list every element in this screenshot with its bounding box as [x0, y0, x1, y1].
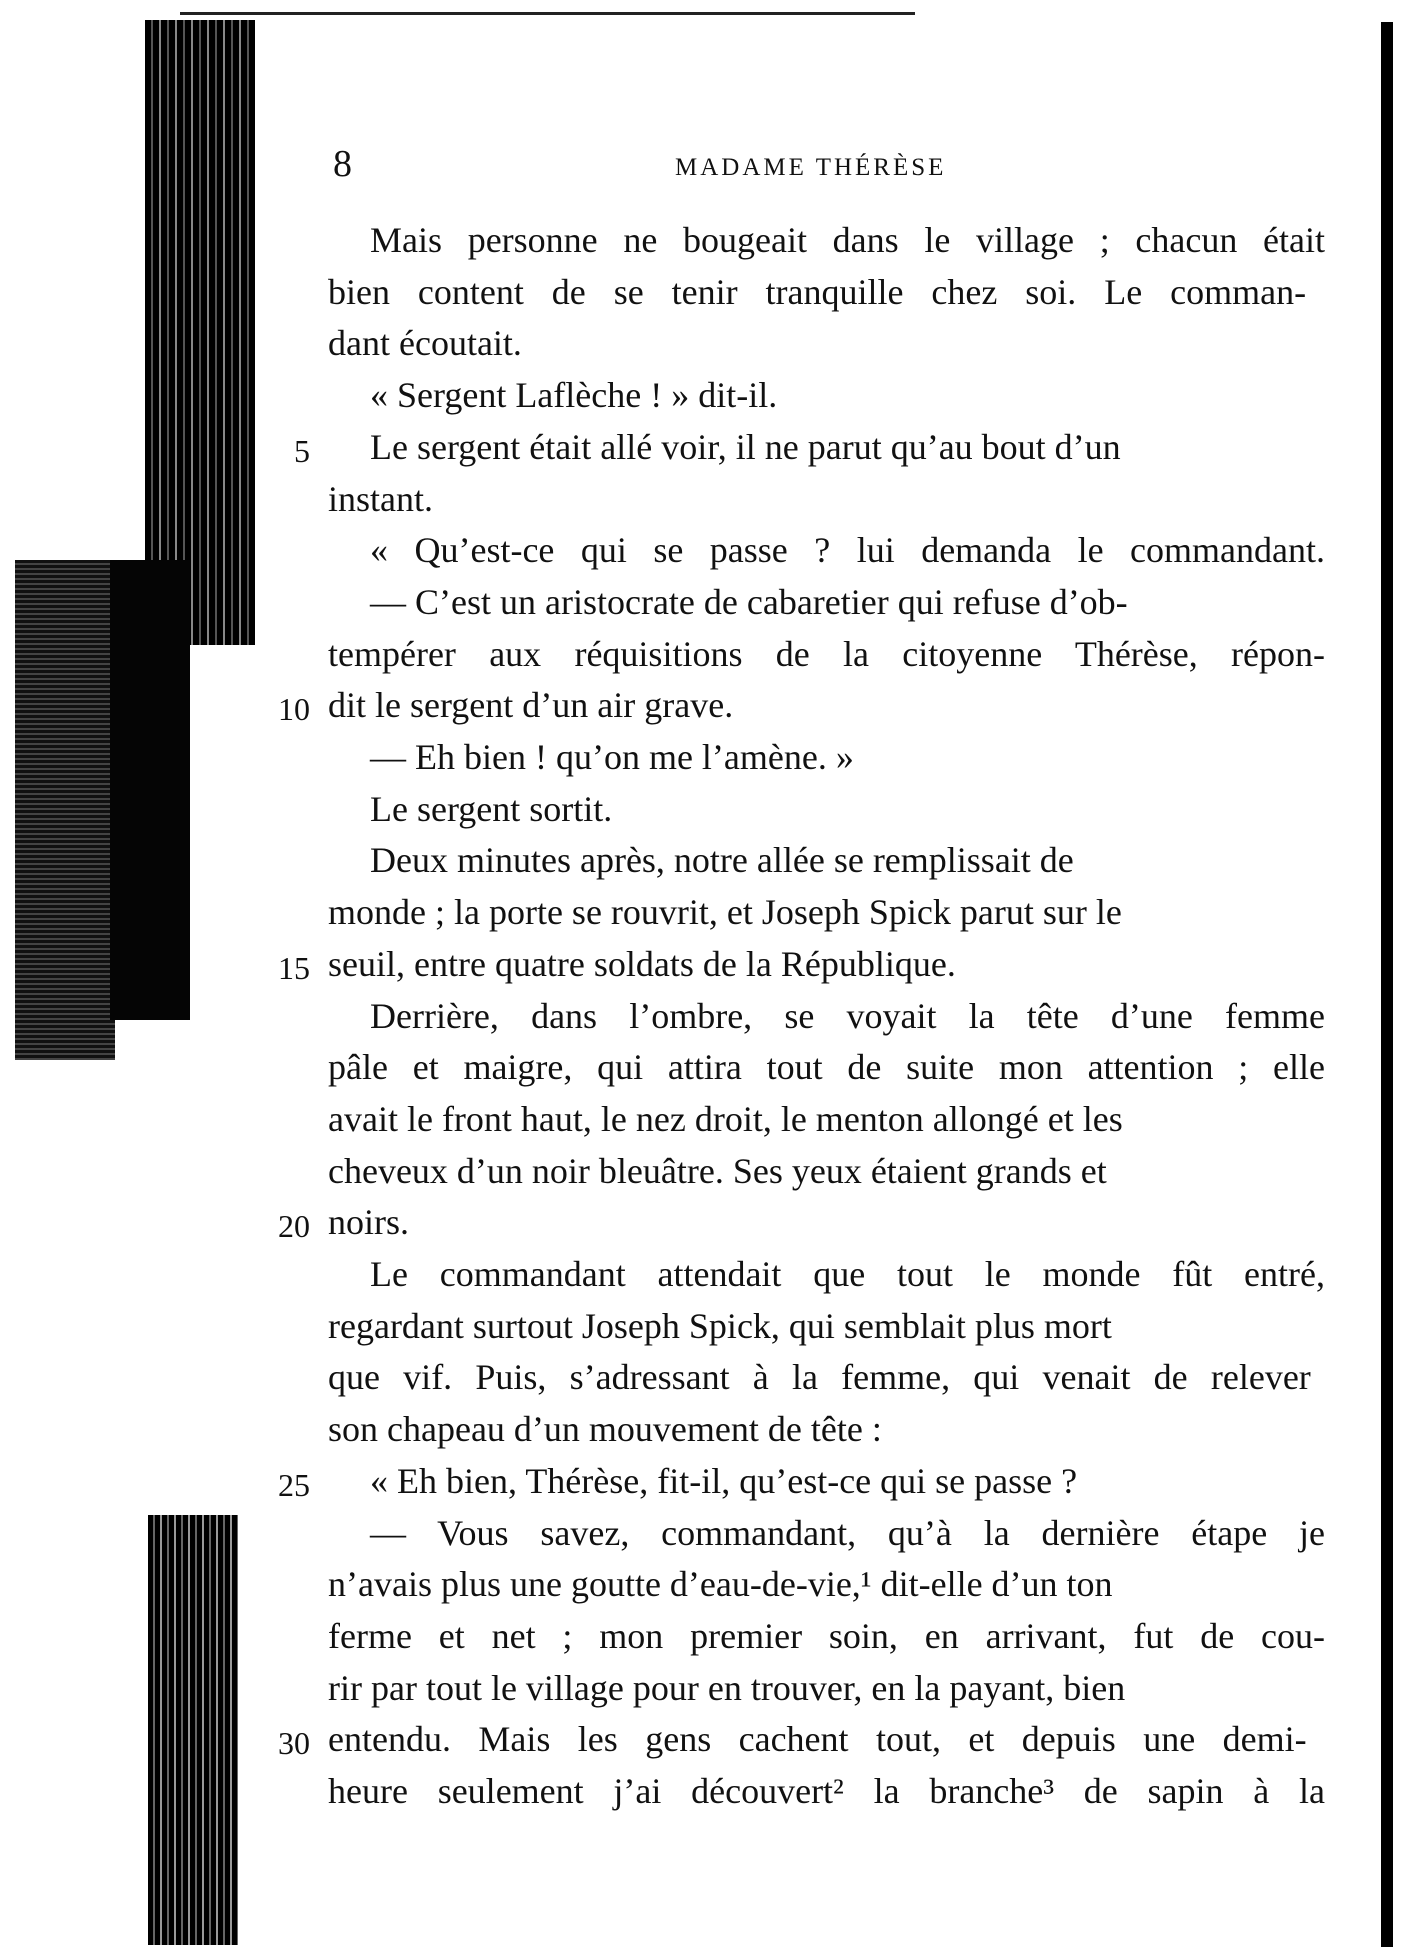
text-line [0, 1403, 1402, 1455]
line-text: noirs. [328, 1202, 409, 1243]
line-text: seuil, entre quatre soldats de la République. [328, 943, 956, 984]
line-number: 5 [294, 432, 310, 469]
running-title: MADAME THÉRÈSE [675, 154, 947, 181]
text-line [0, 1507, 1402, 1559]
line-text: entendu. Mais les gens cachent tout, et depuis une demi- [328, 1719, 1307, 1760]
line-text: Derrière, dans l’ombre, se voyait la tête d’une femme [370, 995, 1325, 1036]
line-number: 25 [278, 1466, 310, 1503]
text-line [0, 679, 1402, 731]
line-text: que vif. Puis, s’adressant à la femme, qui venait de relever [328, 1357, 1311, 1398]
line-text: heure seulement j’ai découvert² la branche³ de sapin à la [328, 1771, 1325, 1811]
line-text: Deux minutes après, notre allée se remplissait de [370, 840, 1074, 881]
text-line [0, 1610, 1402, 1662]
line-text: avait le front haut, le nez droit, le menton allongé et les [328, 1098, 1123, 1139]
line-text: bien content de se tenir tranquille chez soi. Le comman- [328, 271, 1307, 312]
page-number: 8 [333, 143, 352, 185]
text-line [0, 1196, 1402, 1248]
line-text: Mais personne ne bougeait dans le village ; chacun était [370, 220, 1325, 260]
line-text: — Eh bien ! qu’on me l’amène. » [370, 737, 854, 777]
running-head [0, 142, 1402, 192]
text-line [0, 214, 1402, 266]
line-text: instant. [328, 478, 433, 519]
line-text: tempérer aux réquisitions de la citoyenne Thérèse, répon- [328, 633, 1325, 674]
line-number: 15 [278, 949, 310, 986]
text-line [0, 317, 1402, 369]
text-line [0, 576, 1402, 628]
line-text: dit le sergent d’un air grave. [328, 685, 734, 726]
text-line [0, 834, 1402, 886]
line-number: 20 [278, 1208, 310, 1245]
text-line [0, 1145, 1402, 1197]
text-line [0, 1765, 1402, 1817]
text-line [0, 421, 1402, 473]
line-text: regardant surtout Joseph Spick, qui semblait plus mort [328, 1305, 1112, 1346]
line-text: monde ; la porte se rouvrit, et Joseph Spick parut sur le [328, 892, 1122, 933]
line-text: dant écoutait. [328, 323, 522, 364]
text-line [0, 524, 1402, 576]
text-line [0, 1093, 1402, 1145]
text-line [0, 266, 1402, 318]
line-text: « Qu’est-ce qui se passe ? lui demanda le commandant. [370, 530, 1325, 571]
text-line [0, 369, 1402, 421]
text-line [0, 990, 1402, 1042]
line-text: cheveux d’un noir bleuâtre. Ses yeux étaient grands et [328, 1150, 1107, 1191]
line-number: 30 [278, 1725, 310, 1762]
text-line [0, 628, 1402, 680]
line-text: rir par tout le village pour en trouver, en la payant, bien [328, 1667, 1126, 1708]
line-text: — Vous savez, commandant, qu’à la dernière étape je [370, 1512, 1325, 1553]
text-line [0, 1351, 1402, 1403]
line-text: son chapeau d’un mouvement de tête : [328, 1409, 882, 1450]
line-text: Le commandant attendait que tout le monde fût entré, [370, 1254, 1325, 1294]
text-line [0, 1041, 1402, 1093]
text-line [0, 938, 1402, 990]
text-line [0, 1300, 1402, 1352]
text-line [0, 731, 1402, 783]
line-text: pâle et maigre, qui attira tout de suite mon attention ; elle [328, 1047, 1325, 1088]
text-line [0, 1662, 1402, 1714]
line-text: — C’est un aristocrate de cabaretier qui refuse d’ob- [370, 581, 1128, 622]
text-line [0, 1455, 1402, 1507]
scan-edge-top [180, 12, 915, 15]
text-line [0, 1713, 1402, 1765]
line-text: Le sergent sortit. [370, 788, 613, 829]
text-line [0, 783, 1402, 835]
text-line [0, 1248, 1402, 1300]
text-line [0, 473, 1402, 525]
line-number: 10 [278, 691, 310, 728]
line-text: « Eh bien, Thérèse, fit-il, qu’est-ce qui se passe ? [370, 1460, 1078, 1501]
text-line [0, 886, 1402, 938]
text-line [0, 1558, 1402, 1610]
line-text: ferme et net ; mon premier soin, en arrivant, fut de cou- [328, 1615, 1325, 1656]
line-text: Le sergent était allé voir, il ne parut qu’au bout d’un [370, 426, 1121, 467]
line-text: « Sergent Laflèche ! » dit-il. [370, 375, 778, 416]
line-text: n’avais plus une goutte d’eau-de-vie,¹ dit-elle d’un ton [328, 1564, 1113, 1605]
